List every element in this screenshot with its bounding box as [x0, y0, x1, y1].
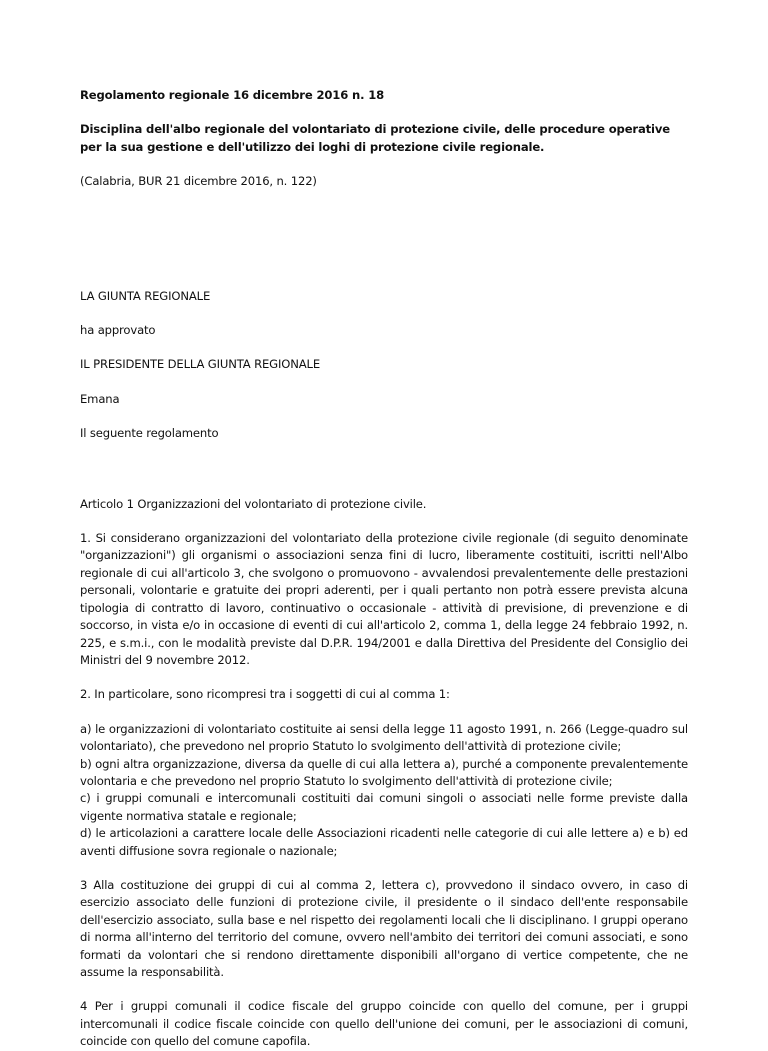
document-page [80, 87, 688, 1051]
article-paragraph-2: 2. In particolare, sono ricompresi tra i soggetti di cui al comma 1: [80, 687, 450, 702]
publication-source: (Calabria, BUR 21 dicembre 2016, n. 122) [80, 174, 317, 189]
intro-line-presidente: IL PRESIDENTE DELLA GIUNTA REGIONALE [80, 357, 321, 372]
intro-line-emana: Emana [80, 391, 120, 406]
intro-line-approvato: ha approvato [80, 323, 156, 338]
article-paragraph-3: 3 Alla costituzione dei gruppi di cui al comma 2, lettera c), provvedono il sindaco ovvero, in caso di esercizio associato delle funzioni di protezione civile, il presidente o il sindaco dell'ente responsabile dell'esercizio associato, sulla base e nel rispetto dei regolamenti locali che li disciplinano. I gruppi operano di norma all'interno del territorio del comune, ovvero nell'ambito dei territori dei comuni associati, e sono formati da volontari che si rendono direttamente disponibili all'organo di vertice competente, che ne assume la responsabilità. [80, 877, 688, 979]
intro-line-giunta: LA GIUNTA REGIONALE [80, 288, 211, 303]
intro-line-regolamento: Il seguente regolamento [80, 426, 219, 441]
article-paragraph-4: 4 Per i gruppi comunali il codice fiscale del gruppo coincide con quello del comune, per i gruppi intercomunali il codice fiscale coincide con quello dell'unione dei comuni, per le associazioni di comuni, coincide con quello del comune capofila. [80, 999, 688, 1049]
list-item-c: c) i gruppi comunali e intercomunali costituiti dai comuni singoli o associati nelle forme previste dalla vigente normativa statale e regionale; [80, 791, 688, 823]
article-paragraph-1: 1. Si considerano organizzazioni del volontariato della protezione civile regionale (di seguito denominate "organizzazioni") gli organismi o associazioni senza fini di lucro, liberamente costituiti, iscritti nell'Albo regionale di cui all'articolo 3, che svolgono o promuovono - avvalendosi prevalentemente delle prestazioni personali, volontarie e gratuite dei propri aderenti, per i quali pertanto non potrà essere prevista alcuna tipologia di contratto di lavoro, continuativo o occasionale - attività di previsione, di prevenzione e di soccorso, in vista e/o in occasione di eventi di cui all'articolo 2, comma 1, della legge 24 febbraio 1992, n. 225, e s.m.i., con le modalità previste dal D.P.R. 194/2001 e dalla Direttiva del Presidente del Consiglio dei Ministri del 9 novembre 2012. [80, 531, 688, 667]
article-heading: Articolo 1 Organizzazioni del volontariato di protezione civile. [80, 496, 427, 511]
article-list [80, 721, 688, 860]
list-item-d: d) le articolazioni a carattere locale delle Associazioni ricadenti nelle categorie di cui alle lettere a) e b) ed aventi diffusione sovra regionale o nazionale; [80, 826, 688, 858]
document-title: Regolamento regionale 16 dicembre 2016 n. 18 [80, 88, 385, 102]
list-item-a: a) le organizzazioni di volontariato costituite ai sensi della legge 11 agosto 1991, n. 266 (Legge-quadro sul volontariato), che prevedono nel proprio Statuto lo svolgimento dell'attività di protezione civile; [80, 721, 688, 754]
document-subtitle: Disciplina dell'albo regionale del volontariato di protezione civile, delle procedure operative per la sua gestione e dell'utilizzo dei loghi di protezione civile regionale. [80, 122, 670, 154]
list-item-b: b) ogni altra organizzazione, diversa da quelle di cui alla lettera a), purché a componente prevalentemente volontaria e che prevedono nel proprio Statuto lo svolgimento dell'attività di protezione civile; [80, 756, 688, 788]
